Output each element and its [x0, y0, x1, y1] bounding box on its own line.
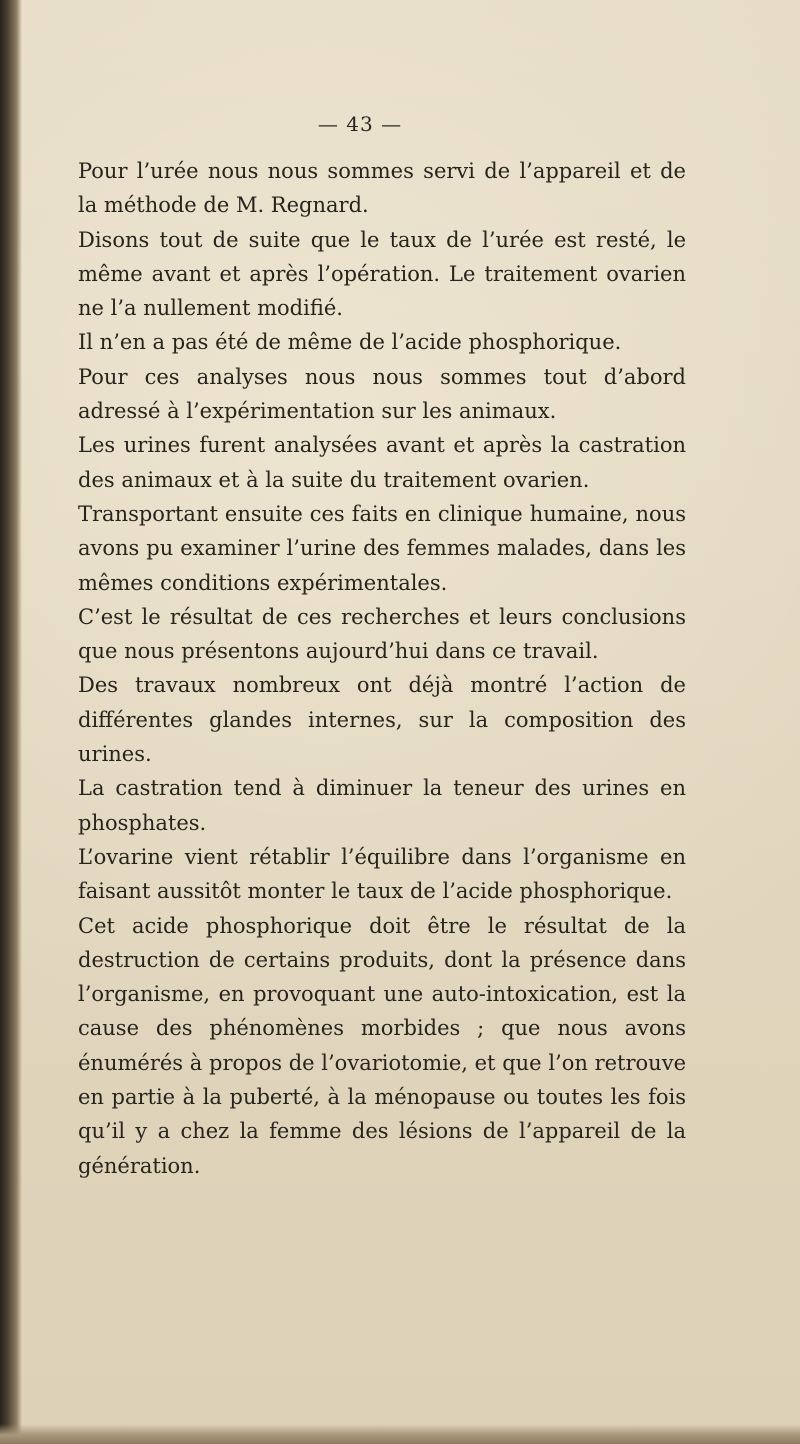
paragraph-2: Disons tout de suite que le taux de l’urée est resté, le même avant et après l’opération. Le traitement ovarien ne l’a nullement modifié.: [78, 227, 686, 321]
body-text: [78, 154, 686, 1183]
paragraph-7: C’est le résultat de ces recherches et leurs conclusions que nous présentons aujourd’hui dans ce travail.: [78, 604, 686, 664]
page-number: — 43 —: [317, 112, 403, 136]
paragraph-3: Il n’en a pas été de même de l’acide phosphorique.: [78, 330, 622, 355]
paragraph-4: Pour ces analyses nous nous sommes tout d’abord adressé à l’expérimentation sur les animaux.: [78, 364, 686, 424]
paragraph-9: La castration tend à diminuer la teneur des urines en phosphates.: [78, 776, 686, 835]
book-spine-shadow: [0, 0, 22, 1444]
paragraph-5: Les urines furent analysées avant et après la castration des animaux et à la suite du traitement ovarien.: [78, 433, 686, 492]
paragraph-1: Pour l’urée nous nous sommes servi de l’appareil et de la méthode de M. Regnard.: [78, 159, 686, 218]
paragraph-10: L’ovarine vient rétablir l’équilibre dans l’organisme en faisant aussitôt monter le taux de l’acide phosphorique.: [78, 844, 686, 904]
page-bottom-edge: [0, 1424, 800, 1444]
paragraph-11: Cet acide phosphorique doit être le résultat de la destruction de certains produits, dont la présence dans l’organisme, en provoquant une auto-intoxication, est la cause des phénomènes morbides ; que nous avons énumérés à propos de l’ovariotomie, et que l’on retrouve en partie à la puberté, à la ménopause ou toutes les fois qu’il y a chez la femme des lésions de l’appareil de la génération.: [78, 913, 686, 1178]
paragraph-6: Transportant ensuite ces faits en clinique humaine, nous avons pu examiner l’urine des femmes malades, dans les mêmes conditions expérimentales.: [78, 501, 686, 595]
paragraph-8: Des travaux nombreux ont déjà montré l’action de différentes glandes internes, sur la composition des urines.: [78, 673, 686, 767]
